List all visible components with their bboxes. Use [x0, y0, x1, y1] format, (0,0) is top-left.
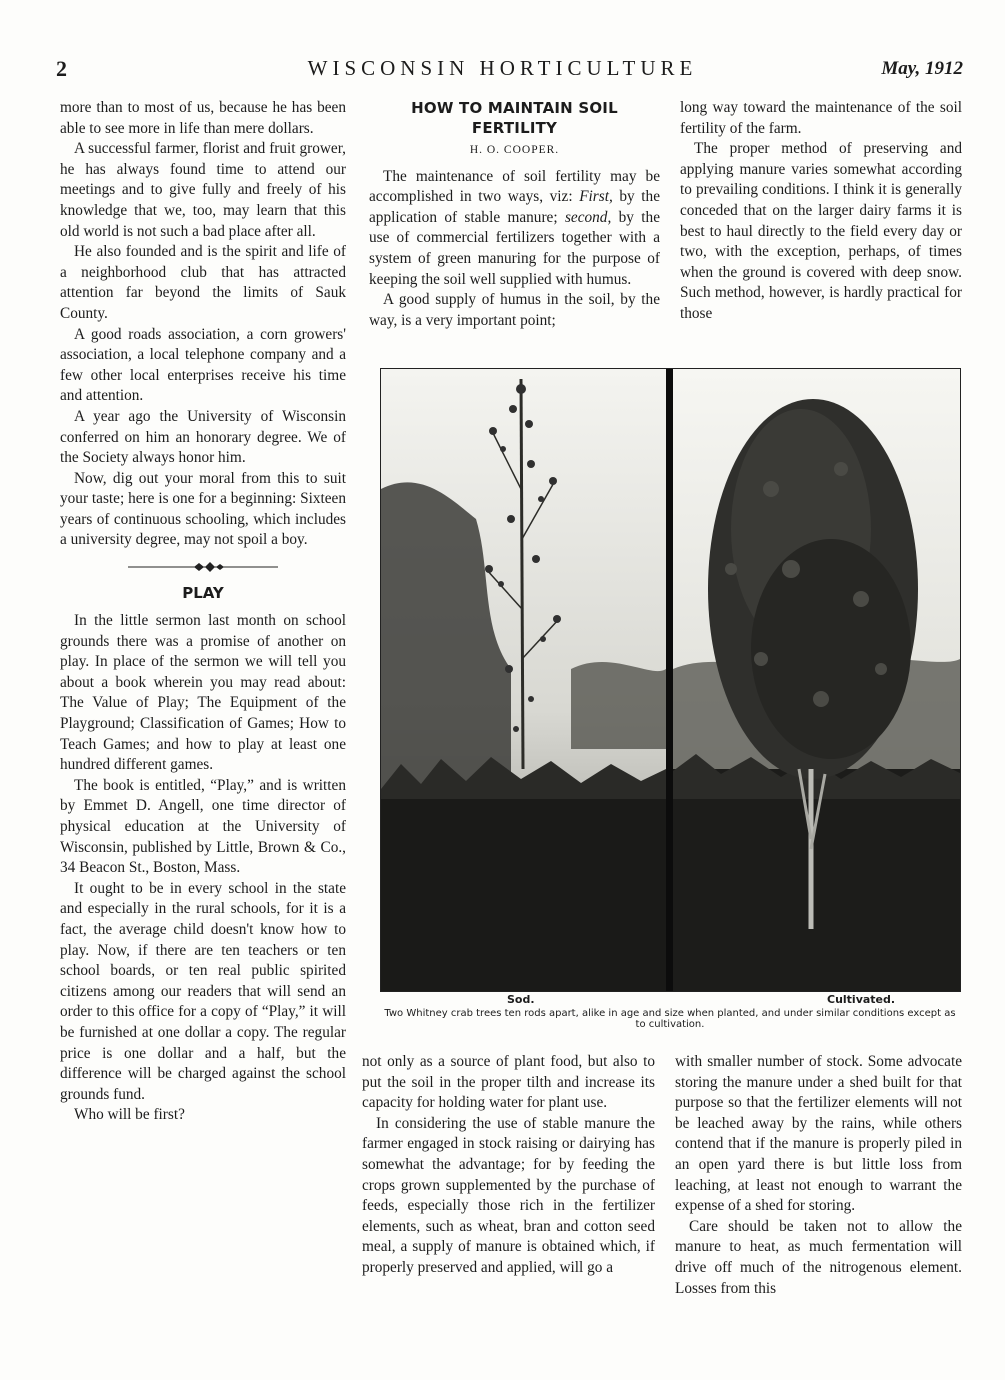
paragraph: not only as a source of plant food, but also to put the soil in the proper tilth and increase its capacity for holding water for plant use.	[362, 1053, 655, 1112]
paragraph: with smaller number of stock. Some advocate storing the manure under a shed built for that purpose so that the fertilizer elements will not be leached away by the rains, while others contend that if the manure is properly piled in an open yard there is but little loss from leaching, at least not enough to warrant the expense of a shed for storing.	[675, 1053, 962, 1215]
figure-label-sod: Sod.	[507, 993, 535, 1006]
issue-date: May, 1912	[881, 58, 963, 79]
sod-tree-panel	[381, 369, 666, 991]
paragraph: A good supply of humus in the soil, by the way, is a very important point;	[369, 291, 660, 329]
figure-caption: Two Whitney crab trees ten rods apart, alike in age and size when planted, and under similar conditions except as to cultivation.	[384, 1008, 956, 1030]
paragraph: A successful farmer, florist and fruit grower, he has always found time to attend our meetings and to give fully and freely of his knowledge that we, too, may learn that this old world is not such a bad place after all.	[60, 140, 346, 240]
paragraph: Who will be first?	[74, 1106, 185, 1124]
paragraph: He also founded and is the spirit and life of a neighborhood club that has attracted attention far beyond the limits of Sauk County.	[60, 243, 346, 322]
article-title: HOW TO MAINTAIN SOIL FERTILITY	[411, 99, 618, 137]
figure-label-cultivated: Cultivated.	[827, 993, 896, 1006]
page-header	[0, 56, 1005, 92]
paragraph: The proper method of preserving and applying manure varies somewhat according to prevailing conditions. I think it is generally conceded that on the larger dairy farms it is best to haul directly to the field every day or two, with the exception, perhaps, of times when the ground is covered with deep snow. Such method, however, is hardly practical for those	[680, 140, 962, 322]
paragraph: The maintenance of soil fertility may be accomplished in two ways, viz: First, by the application of stable manure; second, by the use of commercial fertilizers together with a system of green manuring for the purpose of keeping the soil well supplied with humus.	[369, 167, 660, 288]
tree-comparison-photo	[380, 368, 961, 992]
paragraph: It ought to be in every school in the state and especially in the rural schools, for it is a fact, the average child doesn't know how to play. Now, if there are ten teachers or ten school boards, or ten real public spirited citizens among our readers that will send an order to this office for a copy of “Play,” it will be furnished at one dollar a copy. The regular price is one dollar and a half, but the difference will be charged against the school grounds fund.	[60, 879, 346, 1103]
page-number: 2	[56, 56, 67, 81]
article-author: H. O. COOPER.	[469, 144, 560, 156]
journal-title: WISCONSIN HORTICULTURE	[307, 56, 698, 80]
cultivated-tree-panel	[673, 369, 960, 991]
center-column-top	[369, 98, 660, 331]
right-column-bottom	[675, 1052, 962, 1299]
paragraph: The book is entitled, “Play,” and is written by Emmet D. Angell, one time director of physical education at the University of Wisconsin, published by Little, Brown & Co., 34 Beacon St., Boston, Mass.	[60, 776, 346, 877]
paragraph: Now, dig out your moral from this to suit your taste; here is one for a beginning: Sixteen years of continuous schooling, which includes a university degree, may not spoil a boy.	[60, 469, 346, 549]
paragraph: more than to most of us, because he has been able to see more in life than mere dollars.	[60, 99, 346, 137]
left-column	[60, 98, 346, 1126]
center-column-bottom	[362, 1052, 655, 1279]
paragraph: Care should be taken not to allow the manure to heat, as much fermentation will drive off much of the nitrogenous element. Losses from this	[675, 1217, 962, 1297]
paragraph: In considering the use of stable manure the farmer engaged in stock raising or dairying has somewhat the advantage; for by feeding the crops grown supplemented by the purchase of feeds, especially those rich in the fertilizer elements, such as wheat, bran and cotton seed meal, a supply of manure is obtained which, if properly preserved and applied, will go a	[362, 1114, 655, 1276]
play-heading: PLAY	[182, 584, 224, 603]
paragraph: A year ago the University of Wisconsin conferred on him an honorary degree. We of the Society always honor him.	[60, 407, 346, 467]
paragraph: long way toward the maintenance of the soil fertility of the farm.	[680, 99, 962, 137]
right-column-top	[680, 98, 962, 325]
paragraph: A good roads association, a corn growers' association, a local telephone company and a few other local enterprises receive his time and attention.	[60, 325, 346, 405]
section-divider	[60, 561, 346, 575]
paragraph: In the little sermon last month on school grounds there was a promise of another on play. In place of the sermon we will tell you about a book wherein you may read about: The Value of Play; The Equipment of the Playground; Classification of Games; How to Teach Games; and how to play at least one hundred different games.	[60, 612, 346, 774]
figure-labels	[380, 993, 959, 1009]
